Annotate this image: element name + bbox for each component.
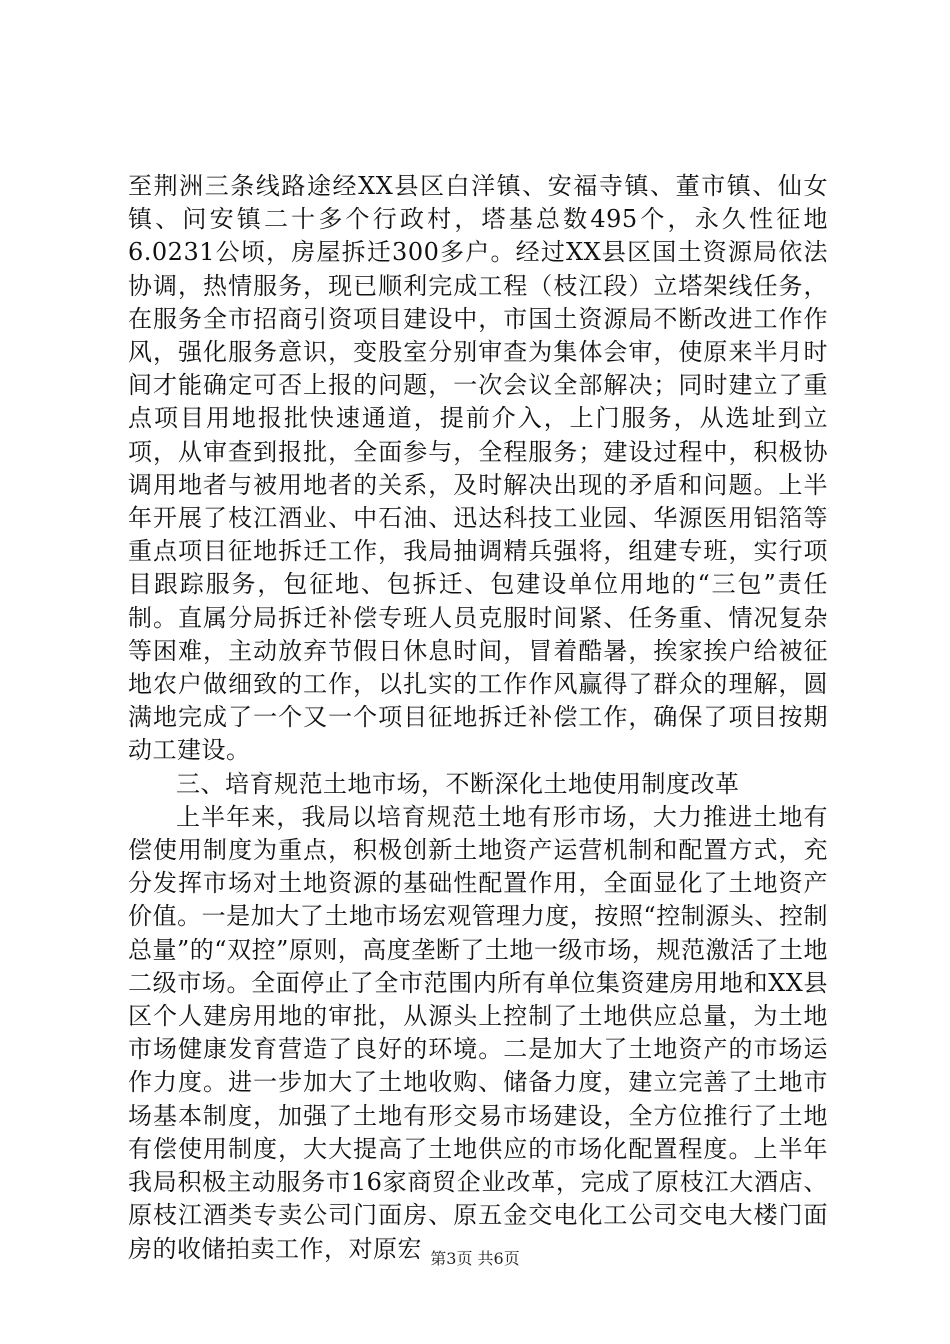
paragraph: 上半年来，我局以培育规范土地有形市场，大力推进土地有偿使用制度为重点，积极创新土地资产运营机制和配置方式，充分发挥市场对土地资源的基础性配置作用，全面显化了土地资产价值。一是加大了土地市场宏观管理力度，按照“控制源头、控制总量”的“双控”原则，高度垄断了土地一级市场，规范激活了土地二级市场。全面停止了全市范围内所有单位集资建房用地和XX县区个人建房用地的审批，从源头上控制了土地供应总量，为土地市场健康发育营造了良好的环境。二是加大了土地资产的市场运作力度。进一步加大了土地收购、储备力度，建立完善了土地市场基本制度，加强了土地有形交易市场建设，全方位推行了土地有偿使用制度，大大提高了土地供应的市场化配置程度。上半年我局积极主动服务市16家商贸企业改革，完成了原枝江大酒店、原枝江酒类专卖公司门面房、原五金交电化工公司交电大楼门面房的收储拍卖工作，对原宏 bbox=[128, 802, 828, 1263]
body-text bbox=[128, 170, 828, 1266]
page-footer: 第3页 共6页 bbox=[430, 1249, 520, 1268]
section-heading: 三、培育规范土地市场，不断深化土地使用制度改革 bbox=[176, 769, 740, 798]
paragraph-continuation: 至荆洲三条线路途经XX县区白洋镇、安福寺镇、董市镇、仙女镇、问安镇二十多个行政村，塔基总数495个，永久性征地6.0231公顷，房屋拆迁300多户。经过XX县区国土资源局依法协调，热情服务，现已顺利完成工程（枝江段）立塔架线任务，在服务全市招商引资项目建设中，市国土资源局不断改进工作作风，强化服务意识，变股室分别审查为集体会审，使原来半月时间才能确定可否上报的问题，一次会议全部解决；同时建立了重点项目用地报批快速通道，提前介入，上门服务，从选址到立项，从审查到报批，全面参与，全程服务；建设过程中，积极协调用地者与被用地者的关系，及时解决出现的矛盾和问题。上半年开展了枝江酒业、中石油、迅达科技工业园、华源医用铝箔等重点项目征地拆迁工作，我局抽调精兵强将，组建专班，实行项目跟踪服务，包征地、包拆迁、包建设单位用地的“三包”责任制。直属分局拆迁补偿专班人员克服时间紧、任务重、情况复杂等困难，主动放弃节假日休息时间，冒着酷暑，挨家挨户给被征地农户做细致的工作，以扎实的工作作风赢得了群众的理解，圆满地完成了一个又一个项目征地拆迁补偿工作，确保了项目按期动工建设。 bbox=[128, 172, 828, 765]
